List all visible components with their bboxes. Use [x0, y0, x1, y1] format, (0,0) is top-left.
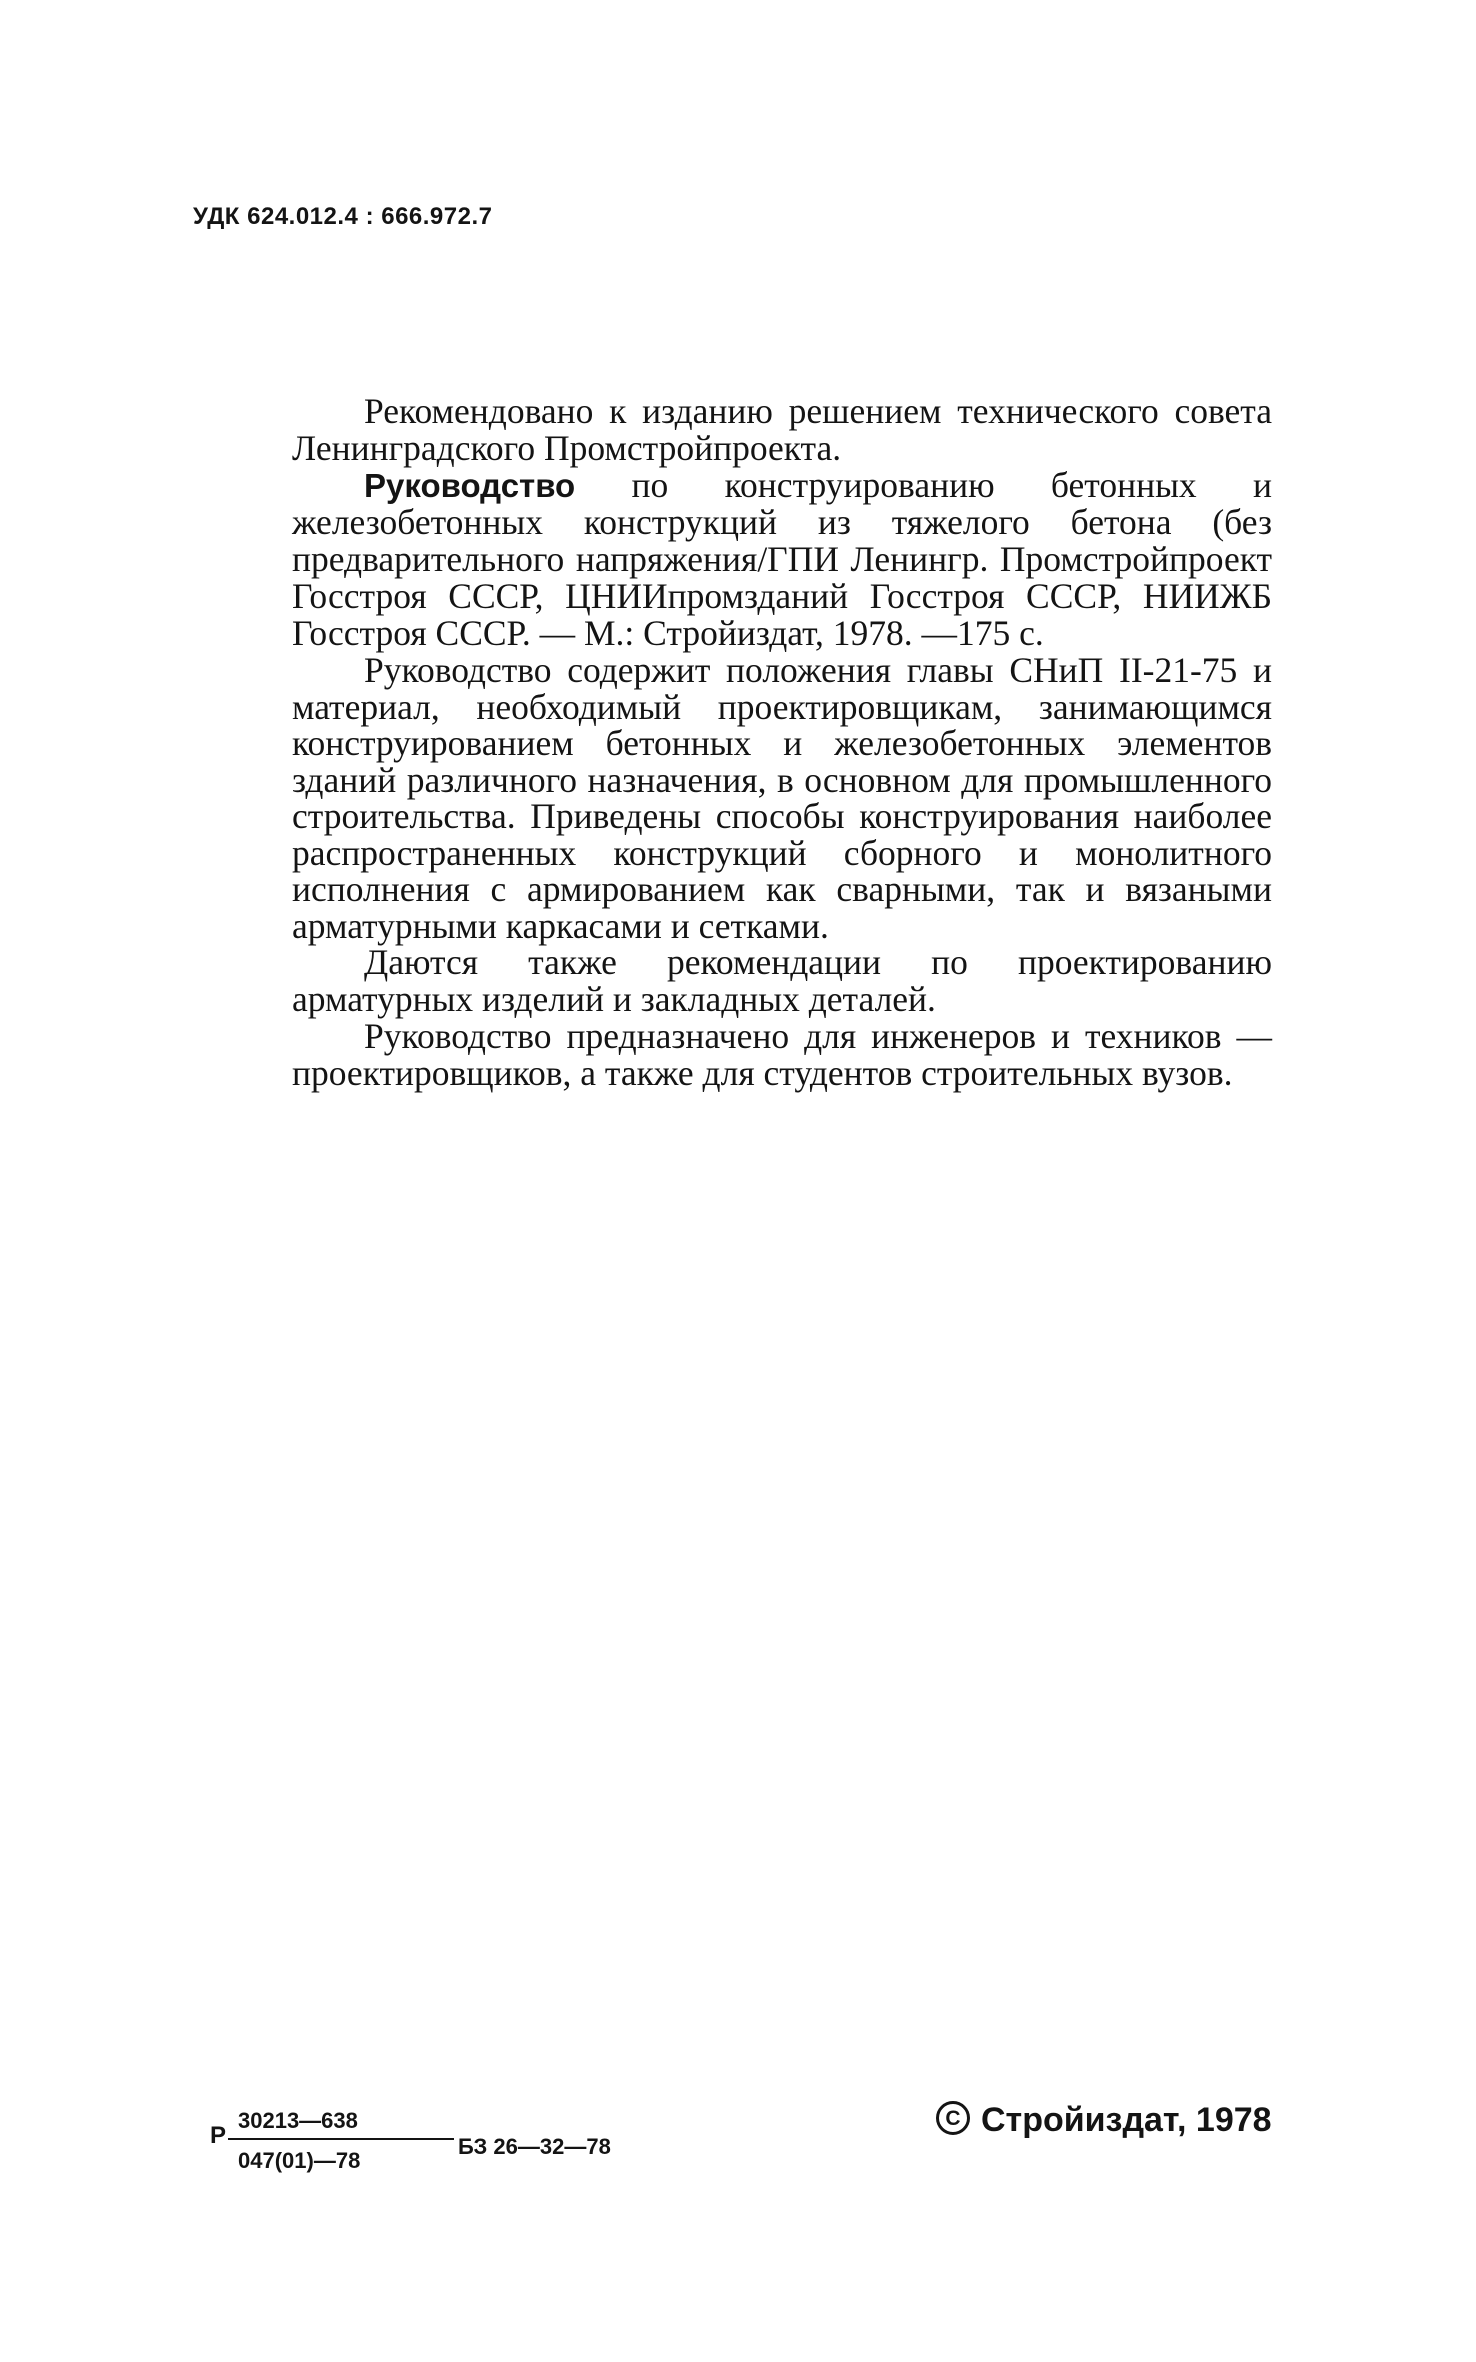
svg-text:C: C — [945, 2107, 961, 2130]
contents-paragraph: Руководство содержит положения главы СНиП II-21-75 и материал, необходимый проектировщикам, занимающимся конструированием бетонных и железобетонных элементов зданий различного назначения, в основном для промышленного строительства. Приведены способы конструирования наиболее распространенных конструкций сборного и монолитного исполнения с армированием как сварными, так и вязаными арматурными каркасами и сетками. — [292, 650, 1272, 946]
bz-code: БЗ 26—32—78 — [458, 2134, 611, 2159]
audience-paragraph: Руководство предназначено для инженеров и техников — проектировщиков, а также для студентов строительных вузов. — [292, 1016, 1272, 1093]
index-fraction — [228, 2108, 454, 2174]
bibliographic-description — [292, 467, 1272, 652]
copyright-icon — [935, 2100, 971, 2136]
udk-code: УДК 624.012.4 : 666.972.7 — [193, 203, 493, 230]
bibliographic-details: по конструированию бетонных и железобетонных конструкций из тяжелого бетона (без предварительного напряжения/ГПИ Ленингр. Промстройпроект Госстроя СССР, ЦНИИпромзданий Госстроя СССР, НИИЖБ Госстроя СССР. — М.: Стройиздат, 1978. —175 с. — [292, 465, 1272, 653]
copyright-text: Стройиздат, 1978 — [981, 2101, 1272, 2139]
index-numerator: 30213—638 — [228, 2108, 454, 2140]
recommendations-paragraph: Даются также рекомендации по проектированию арматурных изделий и закладных деталей. — [292, 942, 1272, 1019]
recommendation-paragraph: Рекомендовано к изданию решением технического совета Ленинградского Промстройпроекта. — [292, 391, 1272, 468]
bibliographic-title: Руководство — [364, 467, 576, 504]
index-prefix: Р — [210, 2122, 227, 2149]
copyright-line — [935, 2100, 1272, 2140]
index-denominator: 047(01)—78 — [238, 2148, 361, 2173]
annotation — [292, 393, 1272, 1092]
